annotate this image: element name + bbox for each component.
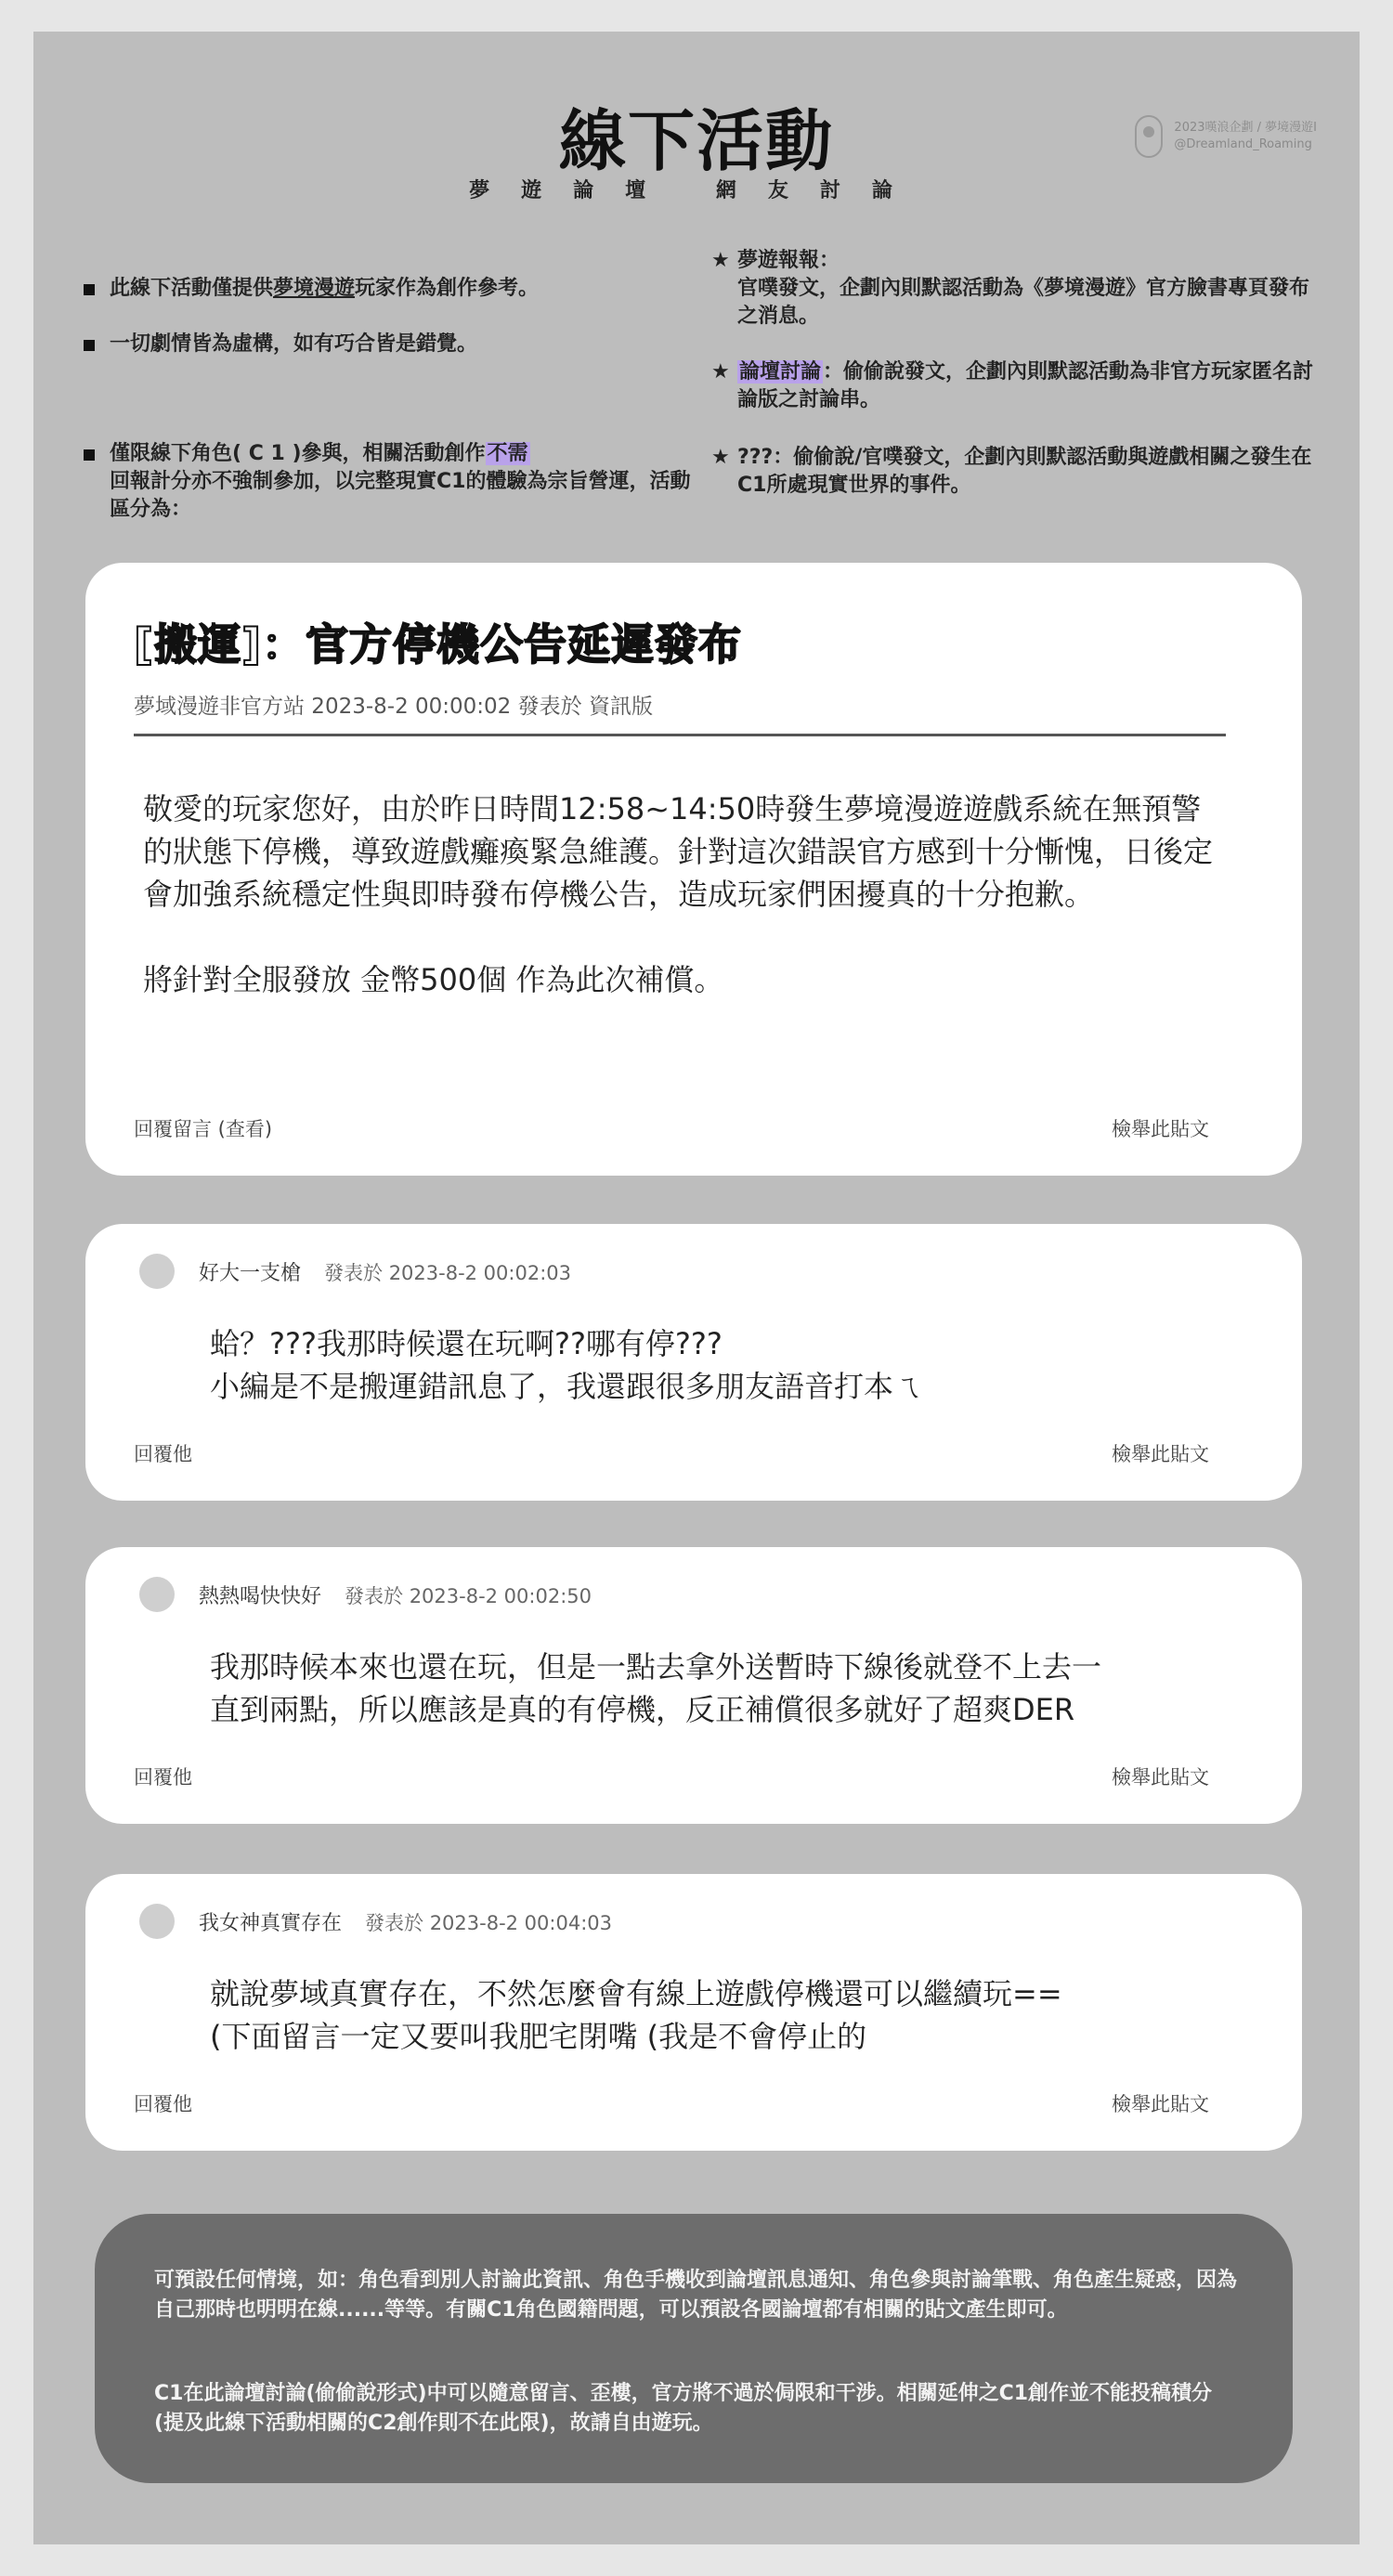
reply-view-button[interactable]: 回覆留言 (查看)	[134, 1118, 273, 1140]
report-button[interactable]: 檢舉此貼文	[1112, 1443, 1209, 1465]
note-paragraph-1: 可預設任何情境，如：角色看到別人討論此資訊、角色手機收到論壇訊息通知、角色參與討論筆戰、角色產生疑惑，因為自己那時也明明在線......等等。有關C1角色國籍問題，可以預設各國論壇都有相關的貼文產生即可。	[154, 2269, 1238, 2322]
comment-time: 發表於 2023-8-2 00:02:50	[345, 1585, 592, 1607]
type-3-title: ???	[737, 446, 774, 469]
comment-line-1: 就說夢域真實存在，不然怎麼會有線上遊戲停機還可以繼續玩==	[210, 1976, 1062, 2011]
comment-card	[85, 1874, 1302, 2151]
brand-line-1: 2023嘆浪企劃 / 夢境漫遊I	[1174, 121, 1317, 135]
post-paragraph-1: 敬愛的玩家您好，由於昨日時間12:58~14:50時發生夢境漫遊遊戲系統在無預警的狀態下停機，導致遊戲癱瘓緊急維護。針對這次錯誤官方感到十分慚愧，日後定會加強系統穩定性與即時發布停機公告，造成玩家們困擾真的十分抱歉。	[143, 791, 1214, 912]
square-bullet-icon	[84, 449, 95, 461]
avatar	[139, 1577, 175, 1612]
post-title: [搬運]：官方停機公告延遲發布	[134, 619, 743, 670]
square-bullet-icon	[84, 284, 95, 295]
reply-button[interactable]: 回覆他	[134, 1443, 192, 1465]
page-title: 線下活動	[558, 102, 834, 180]
type-2-body: ：偷偷說發文，企劃內則默認活動為非官方玩家匿名討論版之討論串。	[737, 360, 1314, 411]
rule-2-text: 一切劇情皆為虛構，如有巧合皆是錯覺。	[110, 332, 478, 356]
post-paragraph-2: 將針對全服發放 金幣500個 作為此次補償。	[143, 962, 724, 997]
comment-line-2: 直到兩點，所以應該是真的有停機，反正補償很多就好了超爽DER	[210, 1692, 1075, 1727]
type-item-2	[711, 358, 1324, 414]
brand-logo-icon	[1135, 115, 1163, 158]
rule-1-prefix: 此線下活動僅提供	[110, 277, 274, 300]
comment-line-1: 我那時候本來也還在玩，但是一點去拿外送暫時下線後就登不上去一	[210, 1649, 1102, 1685]
comment-line-2: 小編是不是搬運錯訊息了，我還跟很多朋友語音打本ㄟ	[210, 1369, 924, 1404]
report-button[interactable]: 檢舉此貼文	[1112, 1766, 1209, 1789]
rule-item-2	[84, 331, 696, 358]
reply-button[interactable]: 回覆他	[134, 1766, 192, 1789]
star-icon: ★	[711, 446, 730, 469]
comment-line-2: (下面留言一定又要叫我肥宅閉嘴 (我是不會停止的	[210, 2019, 867, 2054]
star-icon: ★	[711, 360, 730, 384]
comment-header	[199, 1581, 592, 1609]
comment-time: 發表於 2023-8-2 00:02:03	[324, 1262, 572, 1284]
comment-author: 好大一支槍	[199, 1262, 302, 1285]
type-item-3	[711, 444, 1324, 500]
reply-button[interactable]: 回覆他	[134, 2093, 192, 2115]
report-post-button[interactable]: 檢舉此貼文	[1112, 1118, 1209, 1140]
brand-line-2: @Dreamland_Roaming	[1174, 137, 1312, 151]
footer-note	[95, 2214, 1293, 2483]
type-1-body: 官噗發文，企劃內則默認活動為《夢境漫遊》官方臉書專頁發布之消息。	[737, 277, 1310, 328]
page-subtitle: 夢遊論壇 網友討論	[469, 179, 924, 202]
comment-card	[85, 1547, 1302, 1824]
type-item-1	[711, 247, 1324, 331]
post-body	[143, 787, 1230, 1001]
comment-body	[210, 1972, 1250, 2058]
comment-line-1: 蛤？???我那時候還在玩啊??哪有停???	[210, 1326, 723, 1361]
type-1-title: 夢遊報報：	[737, 249, 840, 272]
avatar	[139, 1254, 175, 1289]
star-icon: ★	[711, 249, 730, 272]
comment-time: 發表於 2023-8-2 00:04:03	[365, 1912, 613, 1934]
comment-header	[199, 1257, 571, 1286]
report-button[interactable]: 檢舉此貼文	[1112, 2093, 1209, 2115]
comment-author: 熱熱喝快快好	[199, 1585, 322, 1608]
type-2-title: 論壇討論	[739, 360, 822, 384]
rule-item-1	[84, 275, 696, 303]
rule-1-underlined: 夢境漫遊	[273, 277, 356, 300]
comment-header	[199, 1907, 612, 1936]
rule-3-suffix: 回報計分亦不強制參加，以完整現實C1的體驗為宗旨營運，活動區分為：	[110, 470, 691, 521]
post-meta: 夢域漫遊非官方站 2023-8-2 00:00:02 發表於 資訊版	[134, 695, 653, 719]
brand-text	[1174, 120, 1317, 153]
type-3-body: ：偷偷說/官噗發文，企劃內則默認活動與遊戲相關之發生在C1所處現實世界的事件。	[737, 446, 1312, 497]
comment-body	[210, 1646, 1250, 1731]
avatar	[139, 1904, 175, 1939]
rule-1-suffix: 玩家作為創作參考。	[355, 277, 540, 300]
square-bullet-icon	[84, 340, 95, 351]
comment-author: 我女神真實存在	[199, 1912, 343, 1935]
brand-block	[1135, 115, 1317, 158]
rule-item-3	[84, 440, 696, 524]
rule-3-highlight: 不需	[487, 442, 528, 465]
main-post-card	[85, 563, 1302, 1176]
note-paragraph-2: C1在此論壇討論(偷偷說形式)中可以隨意留言、歪樓，官方將不過於侷限和干涉。相關延伸之C1創作並不能投稿積分(提及此線下活動相關的C2創作則不在此限)，故請自由遊玩。	[154, 2382, 1213, 2435]
comment-body	[210, 1322, 1250, 1408]
page-background	[33, 32, 1360, 2544]
rule-3-prefix: 僅限線下角色( C 1 )參與，相關活動創作	[110, 442, 486, 465]
post-divider	[134, 734, 1226, 736]
comment-card	[85, 1224, 1302, 1501]
